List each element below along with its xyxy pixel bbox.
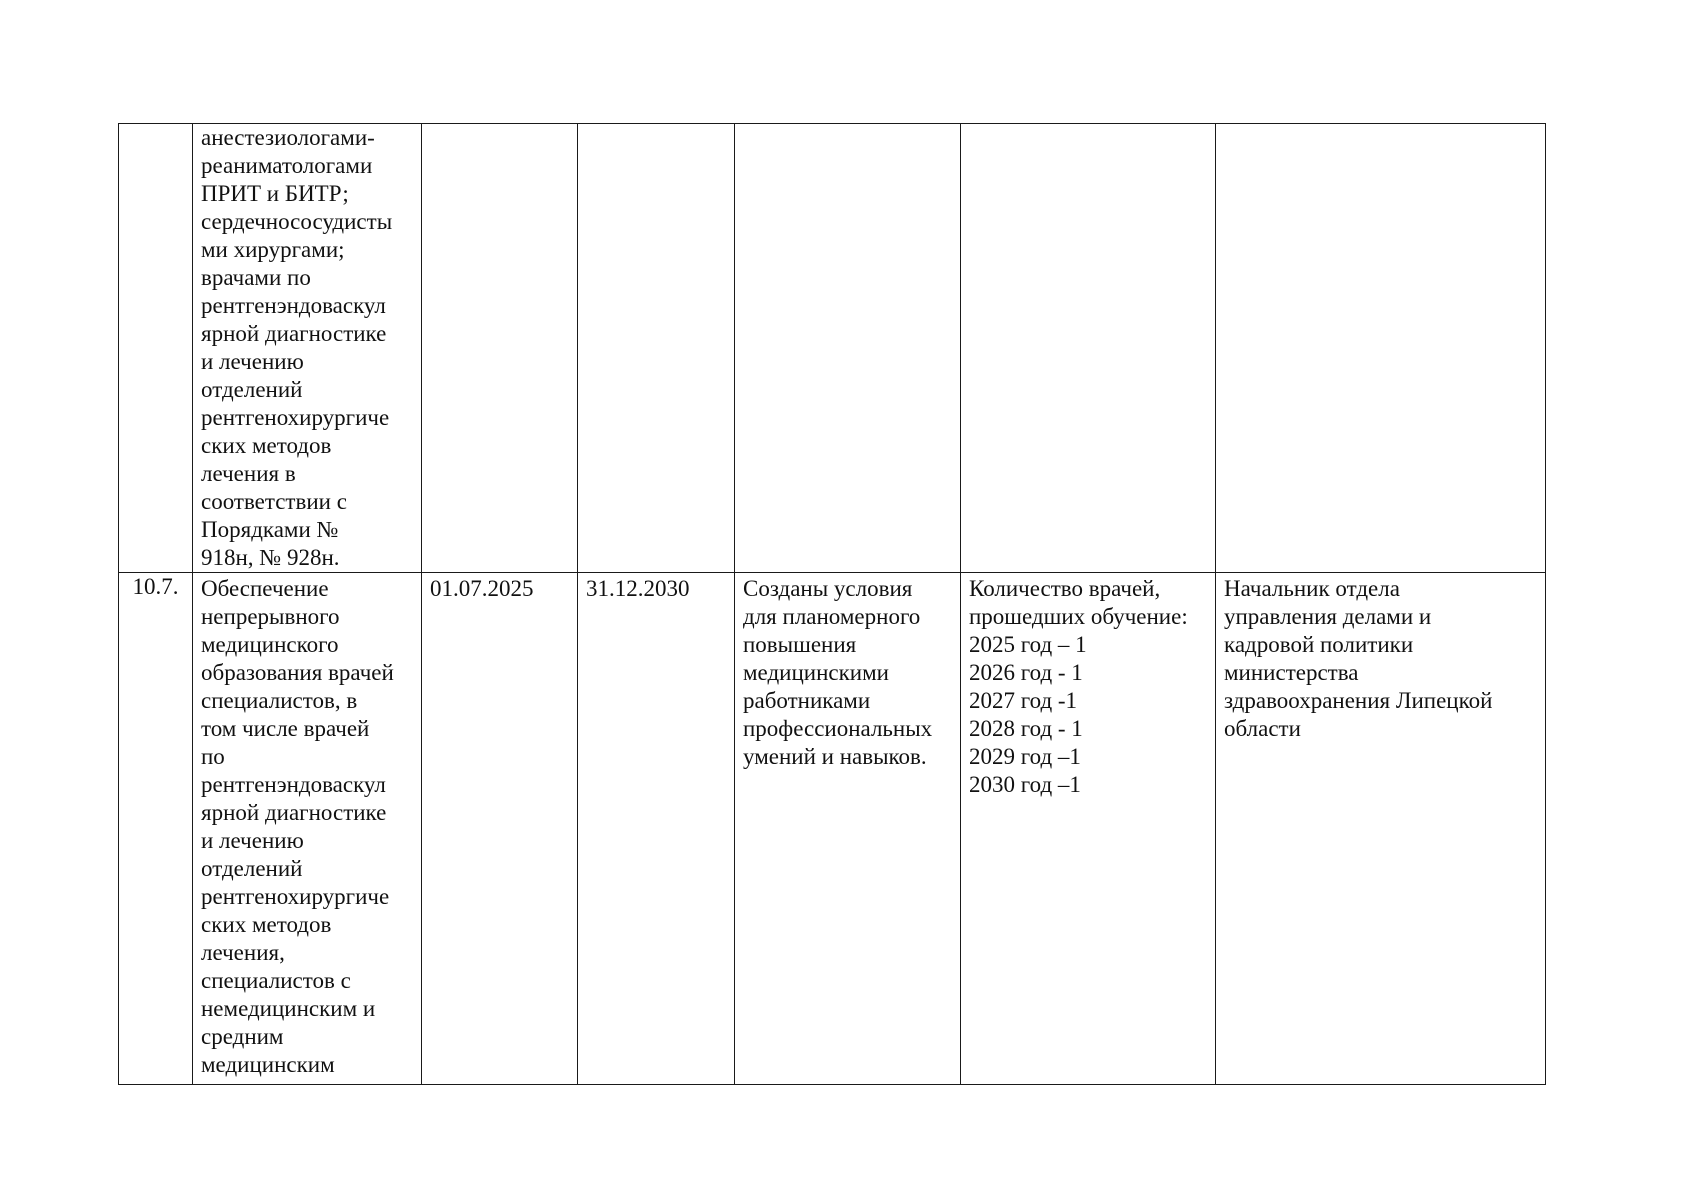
cell-text-line: 2027 год -1 bbox=[969, 688, 1078, 713]
cell-text-line: рентгенохирургиче bbox=[201, 884, 390, 909]
cell-text-line: здравоохранения Липецкой bbox=[1224, 688, 1493, 713]
responsible-cell bbox=[1216, 124, 1546, 573]
row-number-cell bbox=[119, 124, 193, 573]
cell-text-line: средним bbox=[201, 1024, 284, 1049]
cell-text-line: специалистов, в bbox=[201, 688, 358, 713]
cell-text-line: 2030 год –1 bbox=[969, 772, 1081, 797]
cell-text-line: специалистов с bbox=[201, 968, 351, 993]
cell-text-line: и лечению bbox=[201, 349, 304, 374]
cell-text-line: управления делами и bbox=[1224, 604, 1432, 629]
table-row bbox=[119, 124, 1546, 573]
cell-text-line: по bbox=[201, 744, 225, 769]
cell-text-line: врачами по bbox=[201, 265, 311, 290]
cell-text-line: области bbox=[1224, 716, 1301, 741]
cell-text-line: анестезиологами- bbox=[201, 125, 375, 150]
cell-text-line: ских методов bbox=[201, 912, 332, 937]
result-cell bbox=[735, 124, 961, 573]
cell-text-line: лечения в bbox=[201, 461, 296, 486]
indicator-cell bbox=[961, 573, 1216, 1085]
cell-text-line: повышения bbox=[743, 632, 857, 657]
cell-text-line: непрерывного bbox=[201, 604, 340, 629]
cell-text-line: сердечнососудисты bbox=[201, 209, 393, 234]
cell-text-line: реаниматологами bbox=[201, 153, 373, 178]
cell-text-line: медицинскими bbox=[743, 660, 889, 685]
cell-text-line: немедицинским и bbox=[201, 996, 376, 1021]
result-cell bbox=[735, 573, 961, 1085]
cell-text-line: лечения, bbox=[201, 940, 285, 965]
cell-text-line: 2025 год – 1 bbox=[969, 632, 1087, 657]
cell-text-line: Обеспечение bbox=[201, 576, 329, 601]
start-date-cell bbox=[422, 124, 578, 573]
cell-text-line: Порядками № bbox=[201, 517, 339, 542]
cell-text-line: отделений bbox=[201, 377, 303, 402]
cell-text-line: профессиональных bbox=[743, 716, 933, 741]
cell-text-line: 2026 год - 1 bbox=[969, 660, 1083, 685]
cell-text-line: рентгенэндоваскул bbox=[201, 293, 386, 318]
cell-text-line: 2028 год - 1 bbox=[969, 716, 1083, 741]
start-date-cell: 01.07.2025 bbox=[422, 573, 578, 1085]
cell-text-line: и лечению bbox=[201, 828, 304, 853]
cell-text-line: медицинским bbox=[201, 1052, 335, 1077]
document-table bbox=[118, 123, 1546, 1085]
cell-text-line: умений и навыков. bbox=[743, 744, 927, 769]
indicator-cell bbox=[961, 124, 1216, 573]
cell-text-line: ярной диагностике bbox=[201, 321, 387, 346]
cell-text-line: Созданы условия bbox=[743, 576, 913, 601]
end-date-cell bbox=[578, 124, 735, 573]
activity-cell bbox=[193, 573, 422, 1085]
cell-text-line: для планомерного bbox=[743, 604, 921, 629]
cell-text-line: работниками bbox=[743, 688, 871, 713]
cell-text-line: Количество врачей, bbox=[969, 576, 1161, 601]
activity-cell bbox=[193, 124, 422, 573]
cell-text-line: ми хирургами; bbox=[201, 237, 345, 262]
end-date-cell: 31.12.2030 bbox=[578, 573, 735, 1085]
cell-text-line: рентгенохирургиче bbox=[201, 405, 390, 430]
cell-text-line: министерства bbox=[1224, 660, 1359, 685]
cell-text-line: прошедших обучение: bbox=[969, 604, 1188, 629]
responsible-cell bbox=[1216, 573, 1546, 1085]
table-row bbox=[119, 573, 1546, 1085]
cell-text-line: кадровой политики bbox=[1224, 632, 1414, 657]
cell-text-line: ПРИТ и БИТР; bbox=[201, 181, 349, 206]
row-number-cell: 10.7. bbox=[119, 573, 193, 1085]
cell-text-line: соответствии с bbox=[201, 489, 347, 514]
cell-text-line: 918н, № 928н. bbox=[201, 545, 340, 570]
cell-text-line: отделений bbox=[201, 856, 303, 881]
cell-text-line: 2029 год –1 bbox=[969, 744, 1081, 769]
cell-text-line: образования врачей bbox=[201, 660, 394, 685]
cell-text-line: ярной диагностике bbox=[201, 800, 387, 825]
cell-text-line: медицинского bbox=[201, 632, 339, 657]
cell-text-line: рентгенэндоваскул bbox=[201, 772, 386, 797]
cell-text-line: том числе врачей bbox=[201, 716, 370, 741]
cell-text-line: Начальник отдела bbox=[1224, 576, 1400, 601]
cell-text-line: ских методов bbox=[201, 433, 332, 458]
